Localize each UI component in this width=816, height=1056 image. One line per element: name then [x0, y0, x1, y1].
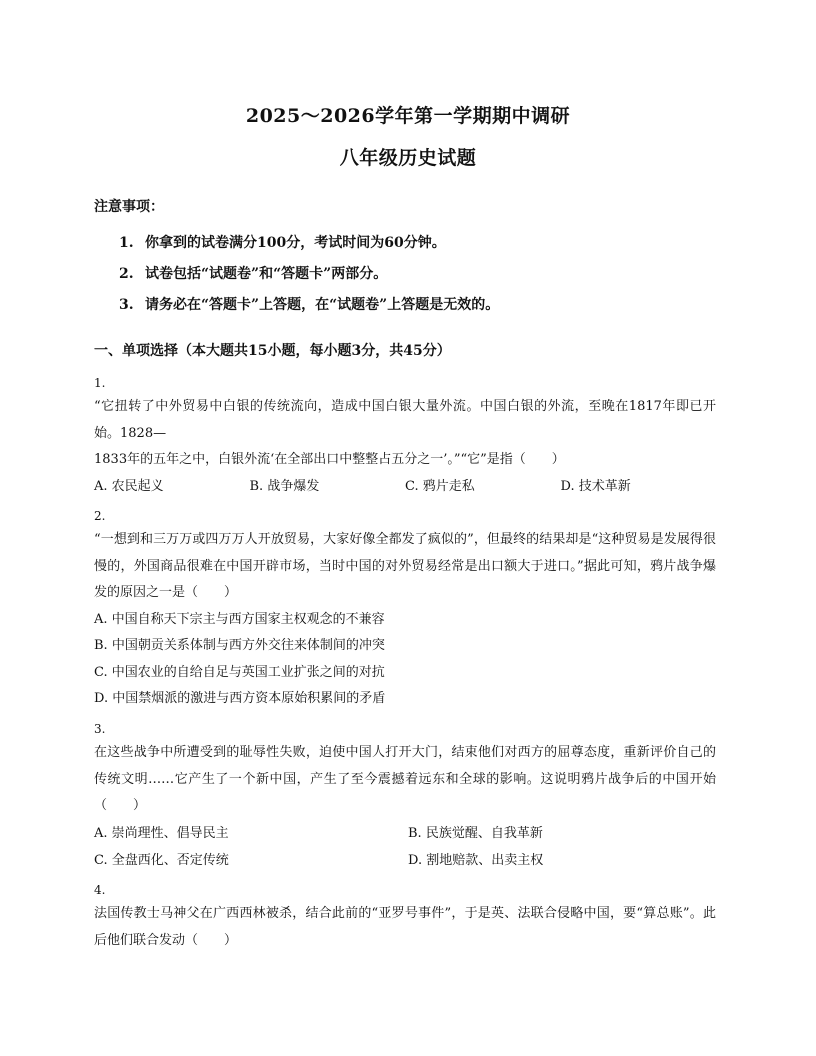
question-number: 2.: [94, 509, 106, 523]
section-heading: 一、单项选择（本大题共15小题，每小题3分，共45分）: [94, 343, 451, 359]
option-a: A. 中国自称天下宗主与西方国家主权观念的不兼容: [94, 611, 385, 627]
option-a: A. 崇尚理性、倡导民主: [94, 825, 229, 841]
note-text: 试卷包括“试题卷”和“答题卡”两部分。: [145, 266, 388, 282]
options: [94, 474, 716, 500]
question-stem: 法国传教士马神父在广西西林被杀，结合此前的“亚罗号事件”，于是英、法联合侵略中国，要“算总账”。此后他们联合发动（ ）: [94, 906, 716, 948]
note-text: 你拿到的试卷满分100分，考试时间为60分钟。: [145, 235, 446, 251]
note-number: 1.: [119, 235, 134, 251]
question-stem: 1833年的五年之中，白银外流‘在全部出口中整整占五分之一’。”“它”是指（ ）: [94, 452, 565, 467]
note-item: [119, 232, 446, 252]
question-number: 4.: [94, 883, 106, 897]
question-number: 3.: [94, 722, 106, 736]
option-a: A. 农民起义: [94, 478, 164, 494]
question-4: [94, 879, 716, 954]
question-stem: “它扭转了中外贸易中白银的传统流向，造成中国白银大量外流。中国白银的外流，至晚在1817年即已开始。1828—: [94, 399, 716, 441]
option-d: D. 割地赔款、出卖主权: [408, 852, 544, 868]
note-number: 2.: [119, 266, 134, 282]
question-2: [94, 505, 716, 713]
option-c: C. 中国农业的自给自足与英国工业扩张之间的对抗: [94, 664, 385, 680]
exam-title: 2025～2026学年第一学期期中调研: [245, 105, 571, 127]
question-stem: 在这些战争中所遭受到的耻辱性失败，迫使中国人打开大门，结束他们对西方的屈尊态度，重新评价自己的传统文明……它产生了一个新中国，产生了至今震撼着远东和全球的影响。这说明鸦片战争后的中国开始（ ）: [94, 745, 716, 813]
note-text: 请务必在“答题卡”上答题，在“试题卷”上答题是无效的。: [145, 297, 500, 313]
options: [94, 820, 716, 874]
question-number: 1.: [94, 376, 106, 390]
note-item: [119, 294, 499, 314]
question-3: [94, 718, 716, 874]
option-c: C. 鸦片走私: [405, 478, 475, 494]
exam-subtitle: 八年级历史试题: [339, 147, 477, 169]
note-number: 3.: [119, 297, 134, 313]
note-item: [119, 263, 387, 283]
question-stem: “一想到和三万万或四万万人开放贸易，大家好像全都发了疯似的”，但最终的结果却是“这种贸易是发展得很慢的，外国商品很难在中国开辟市场，当时中国的对外贸易经常是出口额大于进口。”据此可知，鸦片战争爆发的原因之一是（ ）: [94, 532, 716, 600]
option-d: D. 技术革新: [560, 478, 631, 494]
option-b: B. 民族觉醒、自我革新: [408, 825, 543, 841]
option-c: C. 全盘西化、否定传统: [94, 852, 229, 868]
notes-heading: 注意事项：: [94, 199, 164, 215]
option-b: B. 战争爆发: [249, 478, 320, 494]
option-b: B. 中国朝贡关系体制与西方外交往来体制间的冲突: [94, 638, 385, 653]
option-d: D. 中国禁烟派的激进与西方资本原始积累间的矛盾: [94, 691, 386, 706]
question-1: [94, 372, 716, 500]
options: [94, 607, 716, 713]
